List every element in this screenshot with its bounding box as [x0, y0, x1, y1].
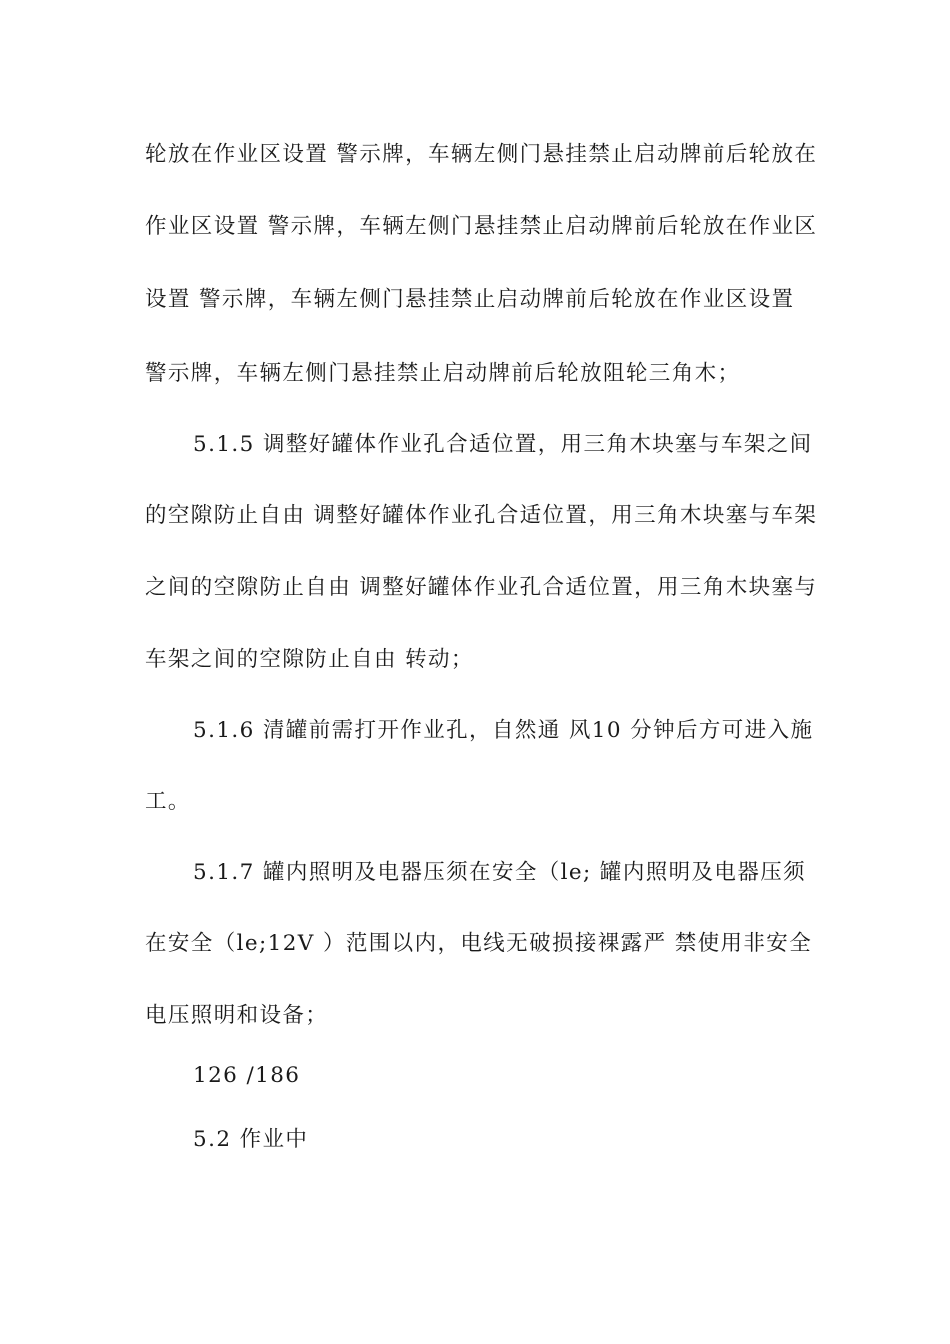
- text-line: 之间的空隙防止自由 调整好罐体作业孔合适位置，用三角木块塞与: [145, 575, 818, 600]
- text-line: 警示牌，车辆左侧门悬挂禁止启动牌前后轮放阻轮三角木；: [145, 361, 741, 386]
- page-number: 126 /186: [193, 1063, 301, 1088]
- text-line: 车架之间的空隙防止自由 转动；: [145, 647, 474, 672]
- section-5-1-6: 5.1.6 清罐前需打开作业孔，自然通 风10 分钟后方可进入施: [193, 718, 814, 743]
- text-line: 的空隙防止自由 调整好罐体作业孔合适位置，用三角木块塞与车架: [145, 503, 818, 528]
- text-line: 工。: [145, 789, 191, 814]
- text-line: 在安全（le;12V ）范围以内，电线无破损接裸露严 禁使用非安全: [145, 931, 813, 956]
- text-line: 轮放在作业区设置 警示牌，车辆左侧门悬挂禁止启动牌前后轮放在: [145, 142, 818, 167]
- section-5-1-7: 5.1.7 罐内照明及电器压须在安全（le; 罐内照明及电器压须: [193, 860, 807, 885]
- text-line: 电压照明和设备；: [145, 1003, 329, 1028]
- text-line: 设置 警示牌，车辆左侧门悬挂禁止启动牌前后轮放在作业区设置: [145, 287, 795, 312]
- text-line: 作业区设置 警示牌，车辆左侧门悬挂禁止启动牌前后轮放在作业区: [145, 214, 818, 239]
- section-5-2-heading: 5.2 作业中: [193, 1127, 309, 1152]
- section-5-1-5: 5.1.5 调整好罐体作业孔合适位置，用三角木块塞与车架之间: [193, 432, 813, 457]
